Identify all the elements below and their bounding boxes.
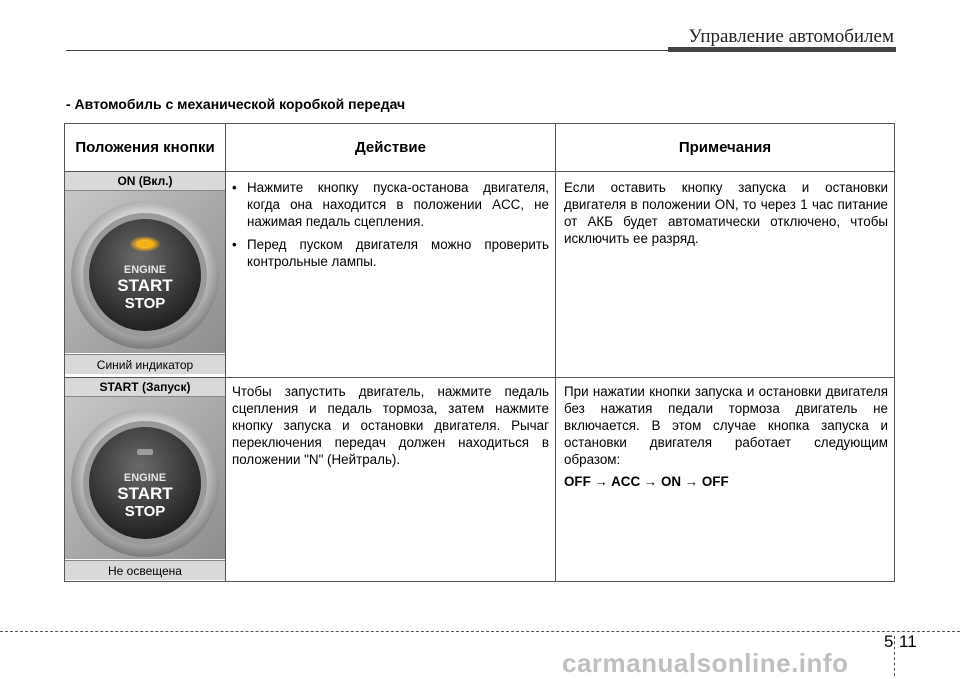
notes-text: При нажатии кнопки запуска и остановки двигателя без нажатия педали тормоза двигатель не включается. В этом случае кнопка запуска и остановки двигателя работает следующим образом:	[564, 384, 888, 467]
photo-caption-start: Не освещена	[65, 560, 225, 580]
page-number: 11	[899, 632, 917, 651]
positions-table	[64, 123, 895, 582]
position-label-start: START (Запуск)	[65, 378, 225, 397]
section-title: - Автомобиль с механической коробкой передач	[66, 96, 406, 112]
svg-text:START: START	[117, 276, 173, 295]
engine-start-button-icon	[65, 191, 225, 353]
watermark: carmanualsonline.info	[562, 648, 849, 678]
column-divider	[555, 124, 556, 581]
table-header-row	[65, 124, 894, 172]
action-cell-on	[232, 179, 549, 276]
svg-text:ENGINE: ENGINE	[123, 264, 167, 276]
header-notes: Примечания	[678, 139, 772, 156]
svg-text:STOP: STOP	[124, 295, 166, 312]
start-button-photo-on	[65, 191, 225, 353]
running-header: Управление автомобилем	[688, 26, 894, 47]
engine-start-button-icon	[65, 397, 225, 559]
list-item: • Перед пуском двигателя можно проверить контрольные лампы.	[232, 237, 549, 269]
section-number: 5	[884, 632, 894, 651]
position-label-on: ON (Вкл.)	[65, 172, 225, 191]
header-action: Действие	[355, 139, 426, 156]
header-position: Положения кнопки	[75, 139, 215, 156]
start-button-photo-start	[65, 397, 225, 559]
header-bar	[668, 47, 896, 52]
photo-caption-on: Синий индикатор	[65, 354, 225, 374]
svg-text:ENGINE: ENGINE	[123, 472, 167, 484]
column-divider	[225, 124, 226, 581]
page-number-divider	[894, 636, 895, 676]
list-item: • Нажмите кнопку пуска-останова двигателя, когда она находится в положении ACC, не нажимая педаль сцепления.	[232, 180, 549, 229]
notes-cell-on: Если оставить кнопку запуска и остановки двигателя в положении ON, то через 1 час питание от АКБ будет автоматически отключено, чтобы исключить ее разряд.	[564, 180, 888, 246]
footer-rule	[0, 631, 960, 632]
action-cell-start: Чтобы запустить двигатель, нажмите педаль сцепления и педаль тормоза, затем нажмите кнопку запуска и остановки двигателя. Рычаг переключения передач должен находиться в положении "N" (Нейтраль).	[232, 384, 549, 467]
mode-sequence: OFF → ACC → ON → OFF	[564, 474, 729, 489]
notes-cell-start	[564, 383, 888, 490]
svg-text:STOP: STOP	[124, 503, 166, 520]
svg-text:START: START	[117, 484, 173, 503]
